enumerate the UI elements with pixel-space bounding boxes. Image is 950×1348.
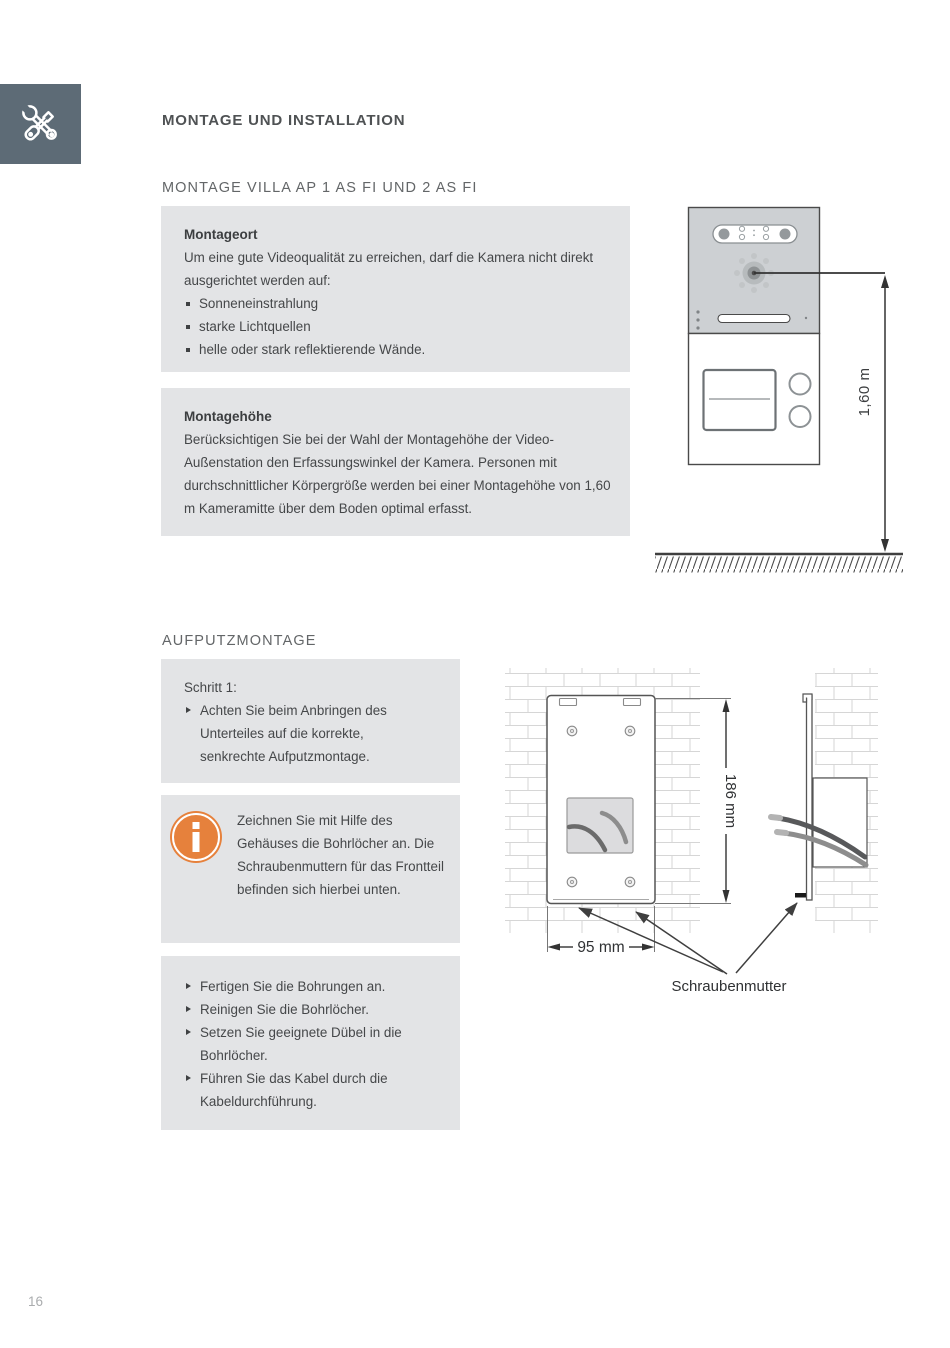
mounting-plate-side xyxy=(771,668,878,933)
list-item-label: helle oder stark reflektierende Wände. xyxy=(199,342,426,357)
mounting-plate-front xyxy=(547,696,655,904)
schritt1-box xyxy=(161,659,460,783)
surface-mount-diagram xyxy=(483,660,923,1005)
square-bullet-icon xyxy=(186,348,190,352)
door-station-height-diagram xyxy=(645,195,915,580)
door-station-drawing xyxy=(689,208,820,465)
ground-line xyxy=(655,554,903,573)
page-title: MONTAGE UND INSTALLATION xyxy=(162,112,406,129)
steps-box xyxy=(161,956,460,1130)
list-item xyxy=(184,292,613,315)
list-item xyxy=(184,975,446,998)
speaker-slot xyxy=(718,315,790,323)
height-dimension-label: 1,60 m xyxy=(856,367,873,417)
list-item xyxy=(184,315,613,338)
list-item-label: Reinigen Sie die Bohrlöcher. xyxy=(200,1002,369,1017)
call-button xyxy=(790,374,811,395)
montagehoehe-title: Montagehöhe xyxy=(184,409,272,424)
info-note-box xyxy=(161,795,460,943)
triangle-bullet-icon xyxy=(186,1029,191,1035)
tools-icon xyxy=(15,98,67,150)
list-item xyxy=(184,998,446,1021)
list-item-label: Achten Sie beim Anbringen des Unterteiles auf die korrekte, senkrechte Aufputzmontage. xyxy=(200,703,387,764)
nut-label: Schraubenmutter xyxy=(671,978,787,995)
list-item xyxy=(184,1021,446,1067)
triangle-bullet-icon xyxy=(186,1006,191,1012)
list-item-label: Führen Sie das Kabel durch die Kabeldurchführung. xyxy=(200,1071,388,1109)
montageort-intro: Um eine gute Videoqualität zu erreichen, darf die Kamera nicht direkt ausgerichtet werden auf: xyxy=(184,250,594,288)
chapter-icon-box xyxy=(0,84,81,164)
list-item xyxy=(184,338,613,361)
info-note-text: Zeichnen Sie mit Hilfe des Gehäuses die Bohrlöcher an. Die Schraubenmuttern für das Frontteil befinden sich hierbei unten. xyxy=(237,813,444,897)
triangle-bullet-icon xyxy=(186,983,191,989)
square-bullet-icon xyxy=(186,302,190,306)
triangle-bullet-icon xyxy=(186,707,191,713)
call-button xyxy=(790,406,811,427)
montagehoehe-box xyxy=(161,388,630,536)
list-item-label: Fertigen Sie die Bohrungen an. xyxy=(200,979,386,994)
montageort-box xyxy=(161,206,630,372)
page-number: 16 xyxy=(28,1294,44,1309)
montagehoehe-body: Berücksichtigen Sie bei der Wahl der Montagehöhe der Video-Außenstation den Erfassungswinkel der Kamera. Personen mit durchschnittlicher Körpergröße werden bei einer Montagehöhe von 1,60 m Kameramitte über dem Boden optimal erfasst. xyxy=(184,432,611,516)
cable-opening-front xyxy=(567,798,633,853)
name-plate xyxy=(704,370,776,430)
schritt1-title: Schritt 1: xyxy=(184,680,237,695)
screw-nut xyxy=(795,893,806,898)
list-item xyxy=(184,699,446,768)
dimension-label-186: 186 mm xyxy=(722,773,739,829)
triangle-bullet-icon xyxy=(186,1075,191,1081)
dimension-label-95: 95 mm xyxy=(577,939,625,956)
list-item-label: Sonneneinstrahlung xyxy=(199,296,319,311)
montageort-title: Montageort xyxy=(184,227,258,242)
section1-heading: MONTAGE VILLA AP 1 AS FI UND 2 AS FI xyxy=(162,180,478,196)
list-item-label: starke Lichtquellen xyxy=(199,319,311,334)
info-icon xyxy=(170,811,222,863)
list-item xyxy=(184,1067,446,1113)
list-item-label: Setzen Sie geeignete Dübel in die Bohrlöcher. xyxy=(200,1025,402,1063)
square-bullet-icon xyxy=(186,325,190,329)
section2-heading: AUFPUTZMONTAGE xyxy=(162,633,317,649)
